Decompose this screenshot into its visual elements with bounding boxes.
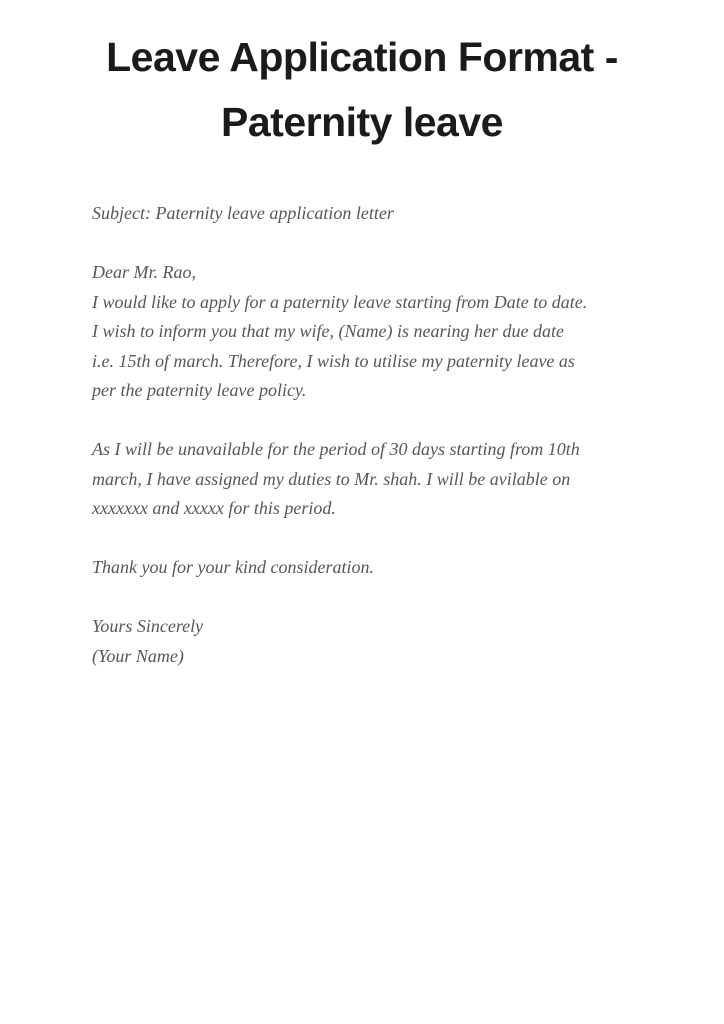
paragraph-2-line-1: As I will be unavailable for the period of 30 days starting from 10th [92, 439, 580, 459]
signature: (Your Name) [92, 645, 184, 666]
salutation: Dear Mr. Rao, [92, 262, 196, 282]
page-title [8, 25, 716, 155]
letter-body [92, 199, 652, 671]
signoff-block [92, 612, 652, 671]
title-line-2: Paternity leave [221, 99, 503, 145]
paragraph-1-line-1: I would like to apply for a paternity leave starting from Date to date. [92, 291, 588, 312]
paragraph-2-line-3: xxxxxxx and xxxxx for this period. [92, 498, 336, 518]
opening-paragraph [92, 258, 652, 406]
signoff: Yours Sincerely [92, 616, 204, 636]
subject-line: Subject: Paternity leave application letter [92, 203, 394, 223]
paragraph-2-line-2: march, I have assigned my duties to Mr. shah. I will be avilable on [92, 468, 571, 489]
title-line-1: Leave Application Format - [106, 34, 618, 80]
paragraph-1-line-3: i.e. 15th of march. Therefore, I wish to utilise my paternity leave as [92, 350, 575, 371]
closing-line: Thank you for your kind consideration. [92, 557, 374, 577]
paragraph-1-line-2: I wish to inform you that my wife, (Name) is nearing her due date [92, 321, 564, 341]
paragraph-1-line-4: per the paternity leave policy. [92, 380, 307, 400]
second-paragraph [92, 435, 652, 524]
